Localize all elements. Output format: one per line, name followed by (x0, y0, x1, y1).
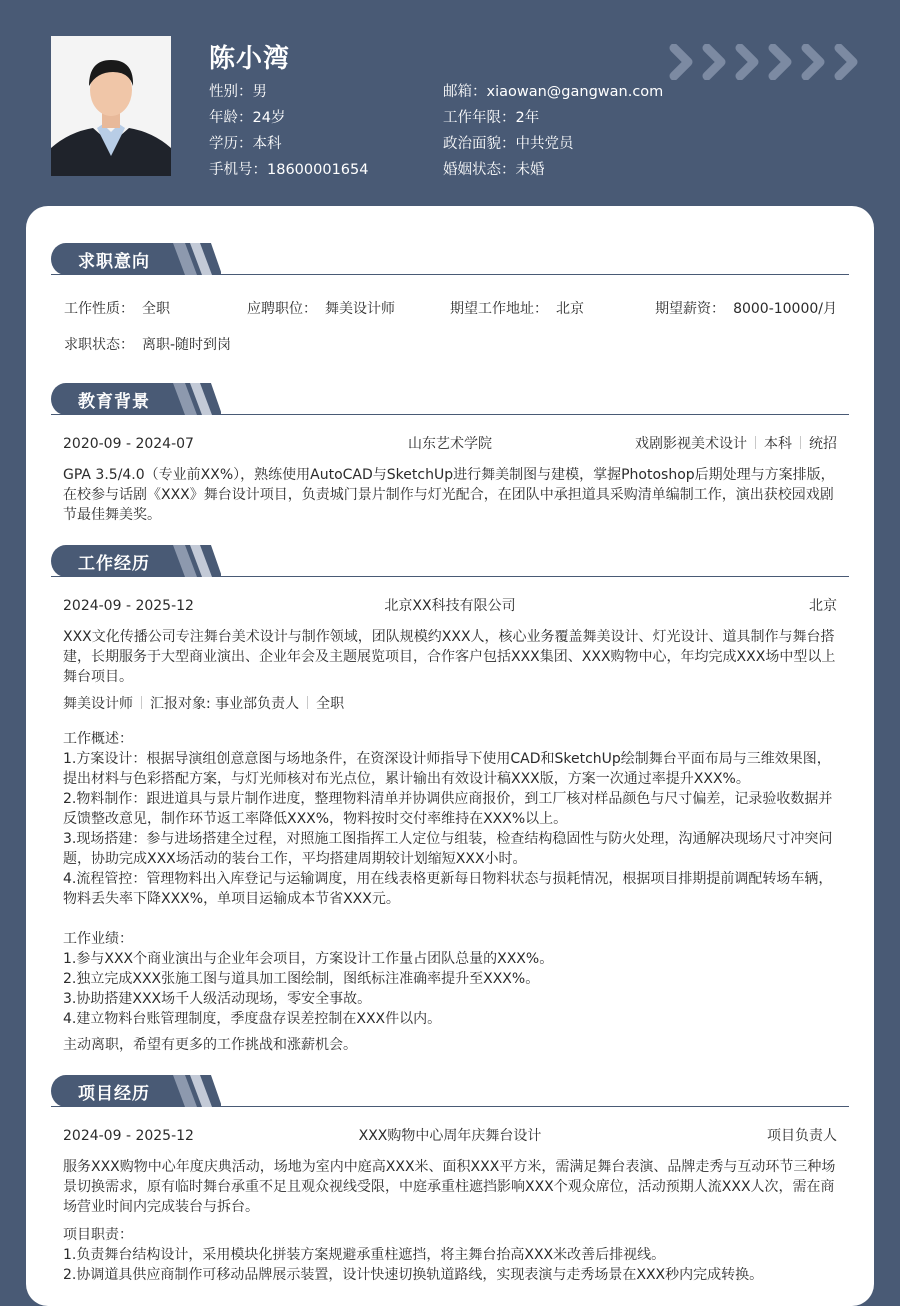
intent-salary: 期望薪资： 8000-10000/月 (655, 301, 837, 317)
project-duties: 项目职责： 1.负责舞台结构设计，采用模块化拼装方案规避承重柱遮挡，将主舞台抬高XXX米改善后排视线。 2.协调道具供应商制作可移动品牌展示装置，设计快速切换轨道路线，实现表演与走秀场景在XXX秒内完成转换。 (63, 1227, 764, 1283)
info-phone: 手机号：18600001654 (209, 162, 369, 178)
work-duties: 工作概述： 1.方案设计：根据导演组创意意图与场地条件，在资深设计师指导下使用CAD和SketchUp绘制舞台平面布局与三维效果图， 提出材料与色彩搭配方案，与灯光师核对布光点位，累计输出有效设计稿XXX版，方案一次通过率提升XXX%。 2.物料制作：跟进道具与景片制作进度，整理物料清单并协调供应商报价，到工厂核对样品颜色与尺寸偏差，记录验收数据并 反馈整改意见，制作环节返工率降低XXX%，物料按时交付率维持在XXX%以上。 3.现场搭建：参与进场搭建全过程，对照施工图指挥工人定位与组装，检查结构稳固性与防火处理，沟通解决现场尺寸冲突问 题，协助完成XXX场活动的装台工作，平均搭建周期较计划缩短XXX小时。 4.流程管控：管理物料出入库登记与运输调度，用在线表格更新每日物料状态与损耗情况，根据项目排期提前调配转场车辆， 物料丢失率下降XXX%，单项目运输成本节省XXX元。 工作业绩： 1.参与XXX个商业演出与企业年会项目，方案设计工作量占团队总量的XXX%。 2.独立完成XXX张施工图与道具加工图绘制，图纸标注准确率提升至XXX%。 3.协助搭建XXX场千人级活动现场，零安全事故。 4.建立物料台账管理制度，季度盘存误差控制在XXX件以内。 (63, 731, 833, 1027)
basic-info-right (443, 82, 663, 186)
intent-status: 求职状态： 离职-随时到岗 (64, 337, 232, 353)
work-role-line: 舞美设计师 汇报对象: 事业部负责人 全职 (63, 696, 345, 712)
info-political: 政治面貌：中共党员 (443, 136, 574, 152)
project-role: 项目负责人 (767, 1128, 837, 1144)
work-city: 北京 (809, 598, 837, 614)
info-gender: 性别：男 (209, 84, 267, 100)
project-period: 2024-09 - 2025-12 (63, 1128, 194, 1144)
candidate-name: 陈小湾 (209, 44, 291, 74)
info-marital: 婚姻状态：未婚 (443, 162, 545, 178)
section-header-work: 工作经历 (51, 545, 849, 577)
project-name: XXX购物中心周年庆舞台设计 (358, 1128, 542, 1144)
info-work-years: 工作年限：2年 (443, 110, 540, 126)
info-age: 年龄：24岁 (209, 110, 286, 126)
intent-type: 工作性质： 全职 (64, 301, 170, 317)
project-description: 服务XXX购物中心年度庆典活动，场地为室内中庭高XXX米、面积XXX平方米，需满足舞台表演、品牌走秀与互动环节三种场 景切换需求，原有临时舞台承重不足且观众视线受限，中庭承重柱遮挡影响XXX个观众席位，活动预期人流XXX人次，需在商 场营业时间内完成装台与拆台。 (63, 1159, 836, 1215)
work-leave-reason: 主动离职，希望有更多的工作挑战和涨薪机会。 (63, 1037, 357, 1053)
education-description: GPA 3.5/4.0（专业前XX%），熟练使用AutoCAD与SketchUp进行舞美制图与建模，掌握Photoshop后期处理与方案排版， 在校参与话剧《XXX》舞台设计项目，负责城门景片制作与灯光配合，在团队中承担道具采购清单编制工作，演出获校园戏剧 节最佳舞美奖。 (63, 467, 835, 523)
decorative-chevrons-icon (668, 44, 868, 80)
section-header-project: 项目经历 (51, 1075, 849, 1107)
education-major-line: 戏剧影视美术设计 本科 统招 (635, 436, 837, 452)
education-school: 山东艺术学院 (408, 436, 492, 452)
work-company: 北京XX科技有限公司 (384, 598, 516, 614)
work-company-description: XXX文化传播公司专注舞台美术设计与制作领域，团队规模约XXX人，核心业务覆盖舞美设计、灯光设计、道具制作与舞台搭 建，长期服务于大型商业演出、企业年会及主题展览项目，合作客户包括XXX集团、XXX购物中心，年均完成XXX场中型以上 舞台项目。 (63, 629, 836, 685)
info-email: 邮箱：xiaowan@gangwan.com (443, 84, 664, 100)
intent-location: 期望工作地址： 北京 (450, 301, 584, 317)
resume-header (0, 0, 900, 210)
info-education: 学历：本科 (209, 136, 282, 152)
portrait-photo (51, 36, 171, 176)
intent-position: 应聘职位： 舞美设计师 (247, 301, 395, 317)
section-header-intent: 求职意向 (51, 243, 849, 275)
basic-info-left (209, 82, 368, 186)
education-period: 2020-09 - 2024-07 (63, 436, 194, 452)
work-period: 2024-09 - 2025-12 (63, 598, 194, 614)
section-header-education: 教育背景 (51, 383, 849, 415)
